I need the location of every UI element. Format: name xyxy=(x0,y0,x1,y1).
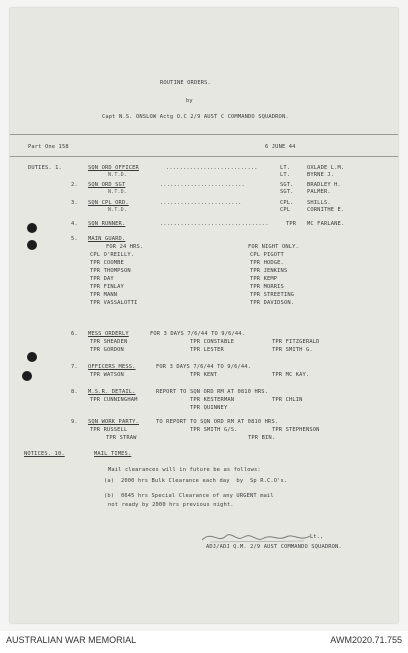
notices-item-b-cont: not ready by 2000 hrs previous night. xyxy=(108,502,234,508)
guard-member: TPR KEMP xyxy=(250,276,278,282)
duty-name: MC FARLANE. xyxy=(307,221,345,227)
punch-hole xyxy=(27,240,37,250)
mess-member: TPR FITZGERALD xyxy=(272,339,320,345)
notices-item-a: (a) 2000 hrs Bulk Clearance each day by Sp R.C.O's. xyxy=(104,478,288,484)
header-rule xyxy=(10,134,398,135)
work-party-member: TPR SMITH G/S. xyxy=(190,427,238,433)
duty-rank: SGT. xyxy=(280,182,294,188)
part-date: 6 JUNE 44 xyxy=(265,144,296,150)
mess-num: 6. xyxy=(71,331,78,337)
guard-fornight: FOR NIGHT ONLY. xyxy=(248,244,299,250)
signature-line: Lt., xyxy=(310,534,324,540)
duty-name: PALMER. xyxy=(307,189,331,195)
duty-num: 4. xyxy=(71,221,78,227)
detail-member: TPR QUINNEY xyxy=(190,405,228,411)
footer-accession-number: AWM2020.71.755 xyxy=(330,635,402,645)
work-party-member: TPR RUSSELL xyxy=(90,427,128,433)
commander-line: Capt N.S. ONSLOW Actg O.C 2/9 AUST C COMMANDO SQUADRON. xyxy=(102,114,289,120)
notices-intro: Mail clearances will in future be as follows: xyxy=(108,467,261,473)
duty-label: SQN ORD OFFICER xyxy=(88,165,139,171)
work-party-text: TO REPORT TO SQN ORD RM AT 0810 HRS. xyxy=(156,419,279,425)
duty-num: 3. xyxy=(71,200,78,206)
guard-member: TPR VASSALOTTI xyxy=(90,300,138,306)
duty-dots: ........................... xyxy=(166,165,258,171)
duty-rank: LT. xyxy=(280,165,291,171)
duty-name: CORNITHE E. xyxy=(307,207,345,213)
footer-archive-name: AUSTRALIAN WAR MEMORIAL xyxy=(6,635,137,645)
guard-member: TPR FINLAY xyxy=(90,284,124,290)
guard-for24: FOR 24 HRS. xyxy=(106,244,144,250)
mess-member: TPR SHEADEN xyxy=(90,339,128,345)
mess-label: MESS ORDERLY xyxy=(88,331,129,337)
duty-label: SQN ORD SGT xyxy=(88,182,126,188)
archive-footer xyxy=(0,631,408,653)
detail-member: TPR CUNNINGHAM xyxy=(90,397,138,403)
work-party-member: TPR STRAW xyxy=(106,435,137,441)
detail-member: TPR KESTERMAN xyxy=(190,397,235,403)
punch-hole xyxy=(27,223,37,233)
officers-mess-member: TPR MC KAY. xyxy=(272,372,310,378)
guard-member: CPL O'REILLY. xyxy=(90,252,135,258)
notices-item-b: (b) 0645 hrs Special Clearance of any URGENT mail xyxy=(104,493,274,499)
detail-member: TPR CHLIN xyxy=(272,397,303,403)
officers-mess-label: OFFICERS MESS. xyxy=(88,364,136,370)
duty-name: BYRNE J. xyxy=(307,172,335,178)
work-party-label: SQN WORK PARTY. xyxy=(88,419,139,425)
mess-member: TPR CONSTABLE xyxy=(190,339,235,345)
work-party-member: TPR STEPHENSON xyxy=(272,427,320,433)
notices-label: MAIL TIMES. xyxy=(94,451,132,457)
part-rule xyxy=(10,156,398,157)
page-title: ROUTINE ORDERS. xyxy=(160,80,211,86)
work-party-num: 9. xyxy=(71,419,78,425)
detail-text: REPORT TO SQN ORD RM AT 0810 HRS. xyxy=(156,389,269,395)
officers-mess-member: TPR KENT xyxy=(190,372,218,378)
duty-dots: ......................... xyxy=(160,182,245,188)
guard-member: TPR JENKINS xyxy=(250,268,288,274)
detail-num: 8. xyxy=(71,389,78,395)
duty-dots: ................................ xyxy=(160,221,269,227)
duty-dots: ........................ xyxy=(160,200,242,206)
duty-rank: CPL xyxy=(280,207,291,213)
duty-label: SQN RUNNER. xyxy=(88,221,126,227)
work-party-member: TPR BIN. xyxy=(248,435,276,441)
duty-sub: N.T.D. xyxy=(108,189,127,195)
duty-name: OXLADE L.M. xyxy=(307,165,345,171)
officers-mess-num: 7. xyxy=(71,364,78,370)
signature-title: ADJ/ADJ Q.M. 2/9 AUST COMMANDO SQUADRON. xyxy=(206,544,342,550)
guard-member: TPR DAY xyxy=(90,276,114,282)
duty-rank: TPR xyxy=(286,221,297,227)
guard-member: TPR THOMPSON xyxy=(90,268,131,274)
guard-member: TPR STREETING xyxy=(250,292,295,298)
mess-text: FOR 3 DAYS 7/6/44 TO 9/6/44. xyxy=(150,331,246,337)
part-label: Part One 158 xyxy=(28,144,69,150)
notices-heading: NOTICES. 10. xyxy=(24,451,65,457)
officers-mess-member: TPR WATSON xyxy=(90,372,124,378)
guard-num: 5. xyxy=(71,236,78,242)
guard-member: TPR HODGE. xyxy=(250,260,284,266)
guard-member: TPR DAVIDSON. xyxy=(250,300,295,306)
duty-rank: SGT. xyxy=(280,189,294,195)
guard-heading: MAIN GUARD. xyxy=(88,236,126,242)
duties-heading: DUTIES. 1. xyxy=(28,165,62,171)
punch-hole xyxy=(22,371,32,381)
officers-mess-text: FOR 3 DAYS 7/6/44 TO 9/6/44. xyxy=(156,364,252,370)
by-line: by xyxy=(186,98,193,104)
duty-name: SHILLS. xyxy=(307,200,331,206)
guard-member: CPL PIGOTT xyxy=(250,252,284,258)
duty-sub: N.T.D. xyxy=(108,172,127,178)
detail-label: M.S.R. DETAIL. xyxy=(88,389,136,395)
duty-rank: LT. xyxy=(280,172,291,178)
duty-label: SQN CPL ORD. xyxy=(88,200,129,206)
duty-sub: N.T.D. xyxy=(108,207,127,213)
guard-member: TPR COOMBE xyxy=(90,260,124,266)
guard-member: TPR MORRIS xyxy=(250,284,284,290)
mess-member: TPR GORDON xyxy=(90,347,124,353)
duty-rank: CPL. xyxy=(280,200,294,206)
duty-name: BRADLEY H. xyxy=(307,182,341,188)
punch-hole xyxy=(27,352,37,362)
guard-member: TPR MANN xyxy=(90,292,118,298)
document-sheet xyxy=(10,8,398,623)
mess-member: TPR SMITH G. xyxy=(272,347,313,353)
duty-num: 2. xyxy=(71,182,78,188)
mess-member: TPR LESTER xyxy=(190,347,224,353)
